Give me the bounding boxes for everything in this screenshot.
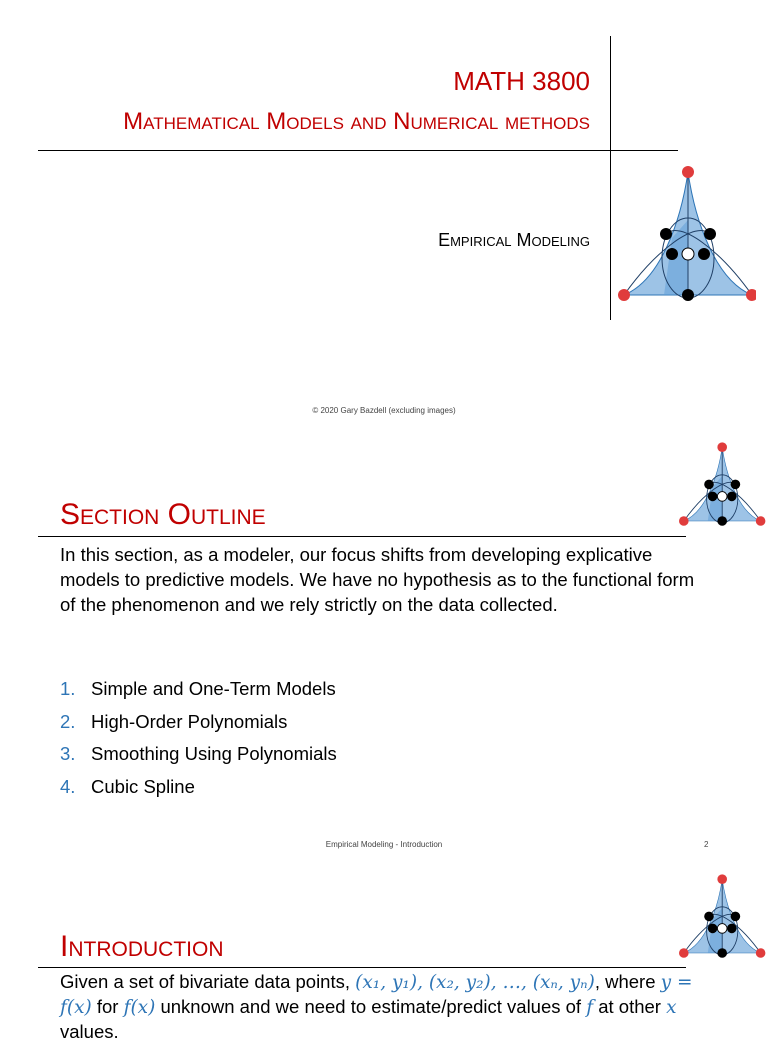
intro-text: values. (60, 1021, 119, 1042)
outline-list (60, 678, 337, 808)
intro-text: Given a set of bivariate data points, (60, 971, 351, 992)
function-math: y = f(x) (60, 972, 693, 1018)
intro-text: for (96, 996, 119, 1017)
function-math: f (586, 997, 594, 1018)
variable-math: x (666, 997, 677, 1018)
list-label: Simple and One-Term Models (91, 678, 336, 699)
list-item (60, 711, 337, 744)
list-label: Cubic Spline (91, 775, 195, 797)
list-item (60, 743, 337, 776)
intro-title-rule (38, 967, 686, 968)
intro-text: , where (594, 971, 656, 992)
list-number: 1. (60, 678, 76, 699)
outline-intro: In this section, as a modeler, our focus shifts from developing explicative models to predictive models. We have no hypothesis as to the functional form of the phenomenon and we rely strictly on the data collected. (60, 544, 695, 615)
outline-title-rule (38, 536, 686, 537)
list-number: 4. (60, 775, 76, 797)
list-label: High-Order Polynomials (91, 710, 288, 732)
page-number: 2 (704, 840, 709, 849)
list-item (60, 776, 337, 809)
intro-logo (676, 872, 766, 962)
list-label: Smoothing Using Polynomials (91, 743, 337, 764)
function-math: f(x) (123, 997, 156, 1018)
slide-footer: Empirical Modeling - Introduction (325, 840, 443, 849)
triangle-logo-icon (676, 872, 766, 962)
title-horizontal-rule (38, 150, 678, 151)
topic-title: Empirical Modeling (438, 230, 590, 250)
outline-title: Section Outline (60, 498, 266, 531)
intro-text: unknown and we need to estimate/predict values of (160, 996, 582, 1017)
copyright: © 2020 Gary Bazdell (excluding images) (312, 406, 456, 415)
intro-text: at other (598, 996, 661, 1017)
triangle-logo-icon (616, 160, 756, 310)
list-number: 2. (60, 710, 76, 732)
intro-title: Introduction (60, 930, 224, 963)
course-title: Mathematical Models and Numerical methods (123, 108, 590, 135)
intro-body (60, 970, 720, 1044)
triangle-logo-icon (676, 440, 766, 530)
data-points-math: (x₁, y₁), (x₂, y₂), …, (xₙ, yₙ) (355, 972, 595, 993)
list-number: 3. (60, 743, 76, 764)
course-logo (616, 160, 756, 310)
list-item (60, 678, 337, 711)
outline-logo (676, 440, 766, 530)
course-code: MATH 3800 (453, 66, 590, 96)
title-vertical-rule (610, 36, 611, 320)
